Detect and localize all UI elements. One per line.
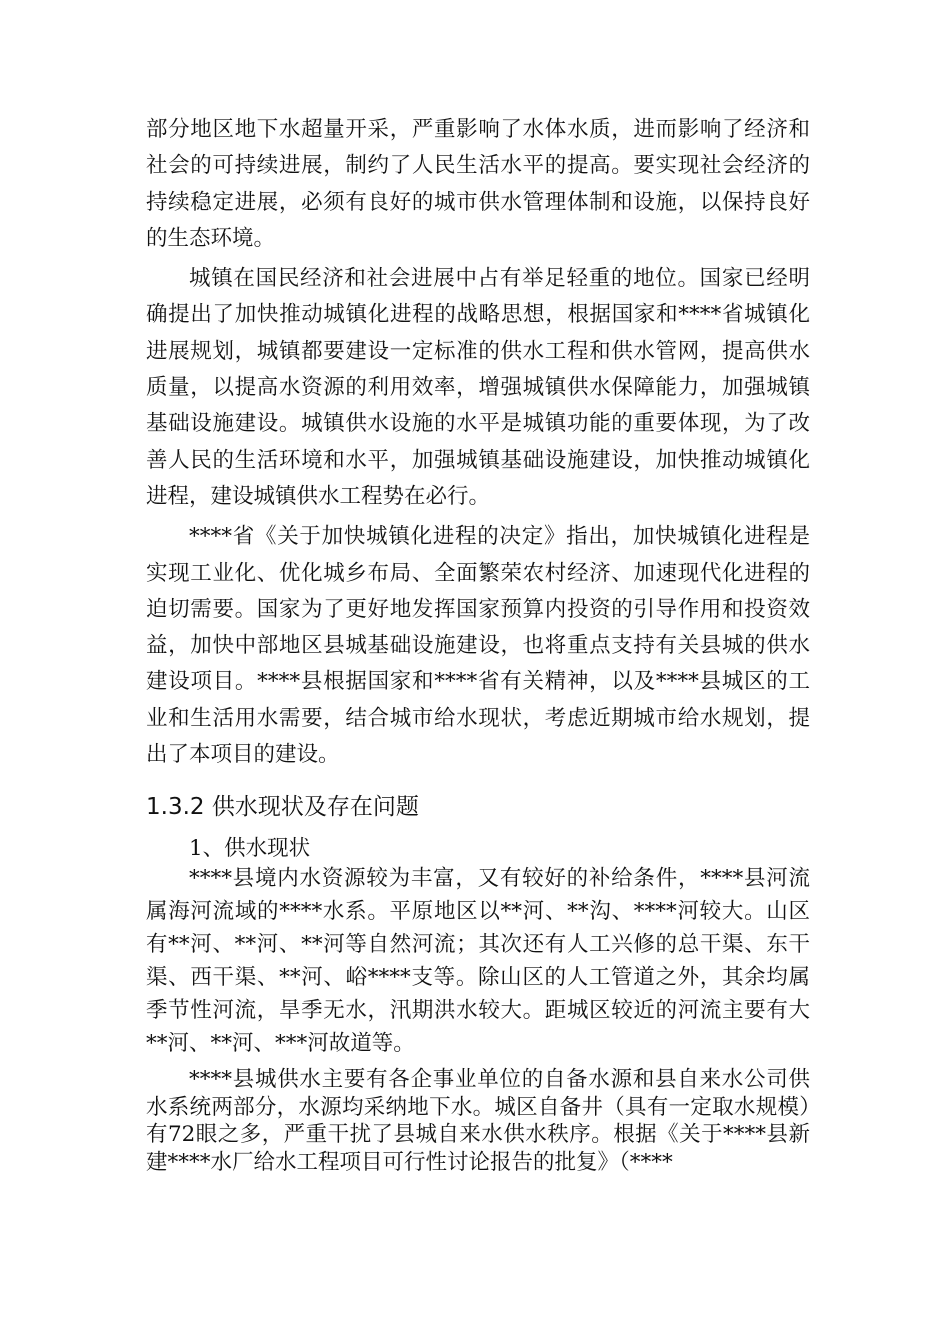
paragraph-4: ****县境内水资源较为丰富，又有较好的补给条件，****县河流属海河流域的****水系。平原地区以**河、**沟、****河较大。山区有**河、**河、**河等自然河流；其次还有人工兴修的总干渠、东干渠、西干渠、**河、峪****支等。除山区的人工管道之外，其余均属季节性河流，旱季无水，汛期洪水较大。距城区较近的河流主要有大**河、**河、***河故道等。 <box>146 866 810 1057</box>
paragraph-1: 部分地区地下水超量开采，严重影响了水体水质，进而影响了经济和社会的可持续进展，制约了人民生活水平的提高。要实现社会经济的持续稳定进展，必须有良好的城市供水管理体制和设施，以保持良好的生态环境。 <box>146 117 810 251</box>
paragraph-2: 城镇在国民经济和社会进展中占有举足轻重的地位。国家已经明确提出了加快推动城镇化进程的战略思想，根据国家和****省城镇化进展规划，城镇都要建设一定标准的供水工程和供水管网，提高供水质量，以提高水资源的利用效率，增强城镇供水保障能力，加强城镇基础设施建设。城镇供水设施的水平是城镇功能的重要体现，为了改善人民的生活环境和水平，加强城镇基础设施建设，加快推动城镇化进程，建设城镇供水工程势在必行。 <box>146 266 810 509</box>
document-page <box>146 112 810 1176</box>
section-heading: 1.3.2 供水现状及存在问题 <box>146 794 419 821</box>
paragraph-5: ****县城供水主要有各企事业单位的自备水源和县自来水公司供水系统两部分，水源均采纳地下水。城区自备井（具有一定取水规模）有72眼之多，严重干扰了县城自来水供水秩序。根据《关于****县新建****水厂给水工程项目可行性讨论报告的批复》（**** <box>146 1067 810 1175</box>
paragraph-3: ****省《关于加快城镇化进程的决定》指出，加快城镇化进程是实现工业化、优化城乡布局、全面繁荣农村经济、加速现代化进程的迫切需要。国家为了更好地发挥国家预算内投资的引导作用和投资效益，加快中部地区县城基础设施建设，也将重点支持有关县城的供水建设项目。****县根据国家和****省有关精神，以及****县城区的工业和生活用水需要，结合城市给水现状，考虑近期城市给水规划，提出了本项目的建设。 <box>146 524 810 768</box>
subheading: 1、供水现状 <box>189 836 311 862</box>
